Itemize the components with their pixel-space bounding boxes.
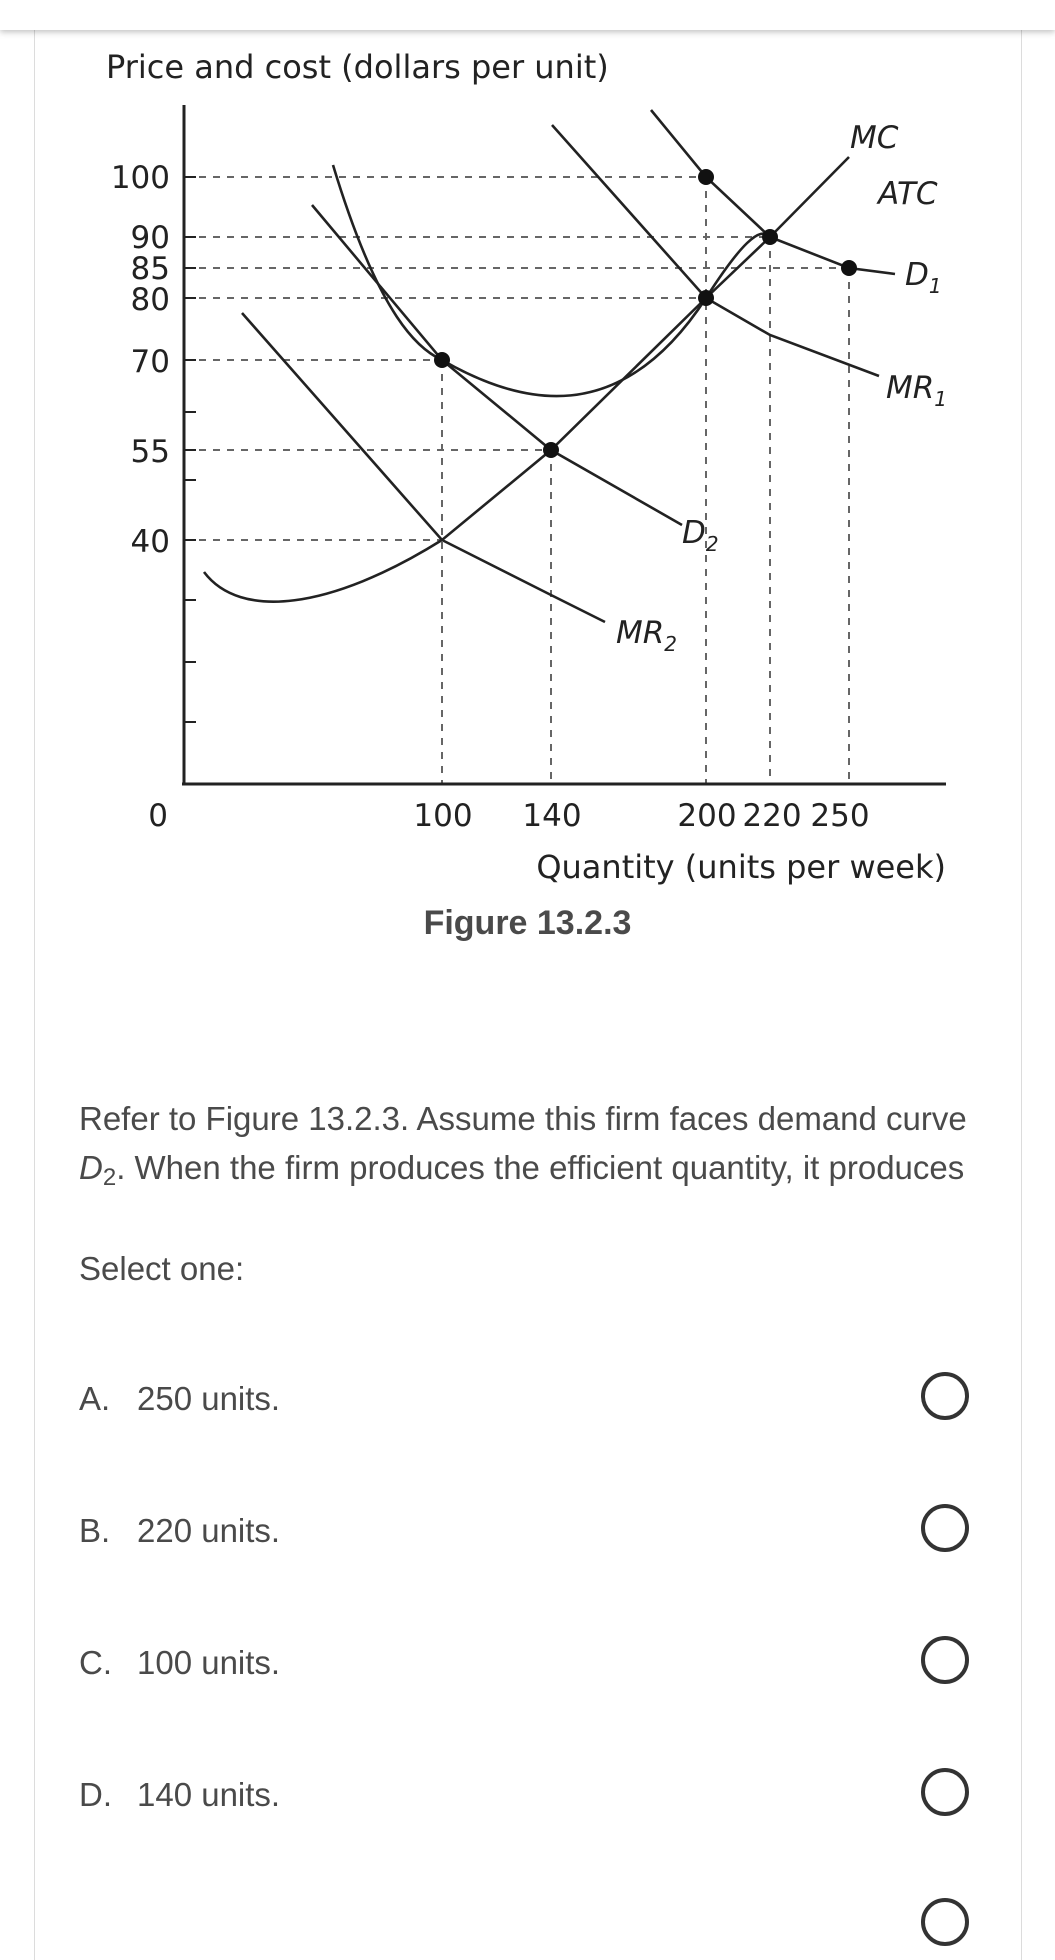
option-c[interactable]: C. 100 units.: [79, 1636, 979, 1696]
intersection-point-1: [698, 169, 714, 185]
d1-label: $D_1$: [905, 257, 942, 298]
y-tick-55: 55: [130, 434, 170, 470]
radio-option-e[interactable]: [921, 1898, 969, 1946]
atc-curve: [333, 165, 770, 396]
economics-figure: [0, 0, 1055, 900]
y-tick-90: 90: [130, 220, 170, 256]
x-tick-140: 140: [522, 798, 582, 834]
atc-label: ATC: [878, 176, 938, 212]
d2-curve: [312, 205, 682, 525]
figure-caption: Figure 13.2.3: [423, 904, 632, 942]
mr1-label: $MR_1$: [886, 370, 948, 411]
y-tick-85: 85: [130, 251, 170, 287]
mr1-curve: [552, 125, 879, 376]
radio-option-b[interactable]: [921, 1504, 969, 1552]
option-e-partial[interactable]: [79, 1898, 979, 1958]
y-tick-40: 40: [130, 524, 170, 560]
radio-option-a[interactable]: [921, 1372, 969, 1420]
mr2-label: $MR_2$: [616, 615, 678, 656]
intersection-point-6: [543, 442, 559, 458]
top-bar: [0, 0, 1055, 30]
x-tick-250: 250: [810, 798, 870, 834]
select-one-label: Select one:: [79, 1250, 245, 1287]
radio-option-c[interactable]: [921, 1636, 969, 1684]
x-tick-200: 200: [677, 798, 737, 834]
y-tick-70: 70: [130, 344, 170, 380]
y-ticks: [184, 177, 196, 722]
mc-label: MC: [850, 120, 899, 156]
intersection-point-2: [762, 229, 778, 245]
x-tick-100: 100: [413, 798, 473, 834]
radio-option-d[interactable]: [921, 1768, 969, 1816]
origin-label: 0: [148, 798, 168, 834]
y-tick-80: 80: [130, 282, 170, 318]
option-b[interactable]: B. 220 units.: [79, 1504, 979, 1564]
intersection-point-5: [434, 352, 450, 368]
x-tick-220: 220: [742, 798, 802, 834]
question-text: Refer to Figure 13.2.3. Assume this firm faces demand curve $D_2$. When the firm produces the efficient quantity, it produces: [79, 1100, 967, 1191]
guide-lines: [185, 177, 849, 783]
d2-label: $D_2$: [682, 515, 719, 556]
x-axis-label: Quantity (units per week): [536, 848, 946, 886]
y-axis-label: Price and cost (dollars per unit): [106, 48, 609, 86]
intersection-point-4: [698, 290, 714, 306]
option-a[interactable]: A. 250 units.: [79, 1372, 979, 1432]
y-tick-100: 100: [110, 160, 170, 196]
intersection-point-3: [841, 260, 857, 276]
option-d[interactable]: D. 140 units.: [79, 1768, 979, 1828]
